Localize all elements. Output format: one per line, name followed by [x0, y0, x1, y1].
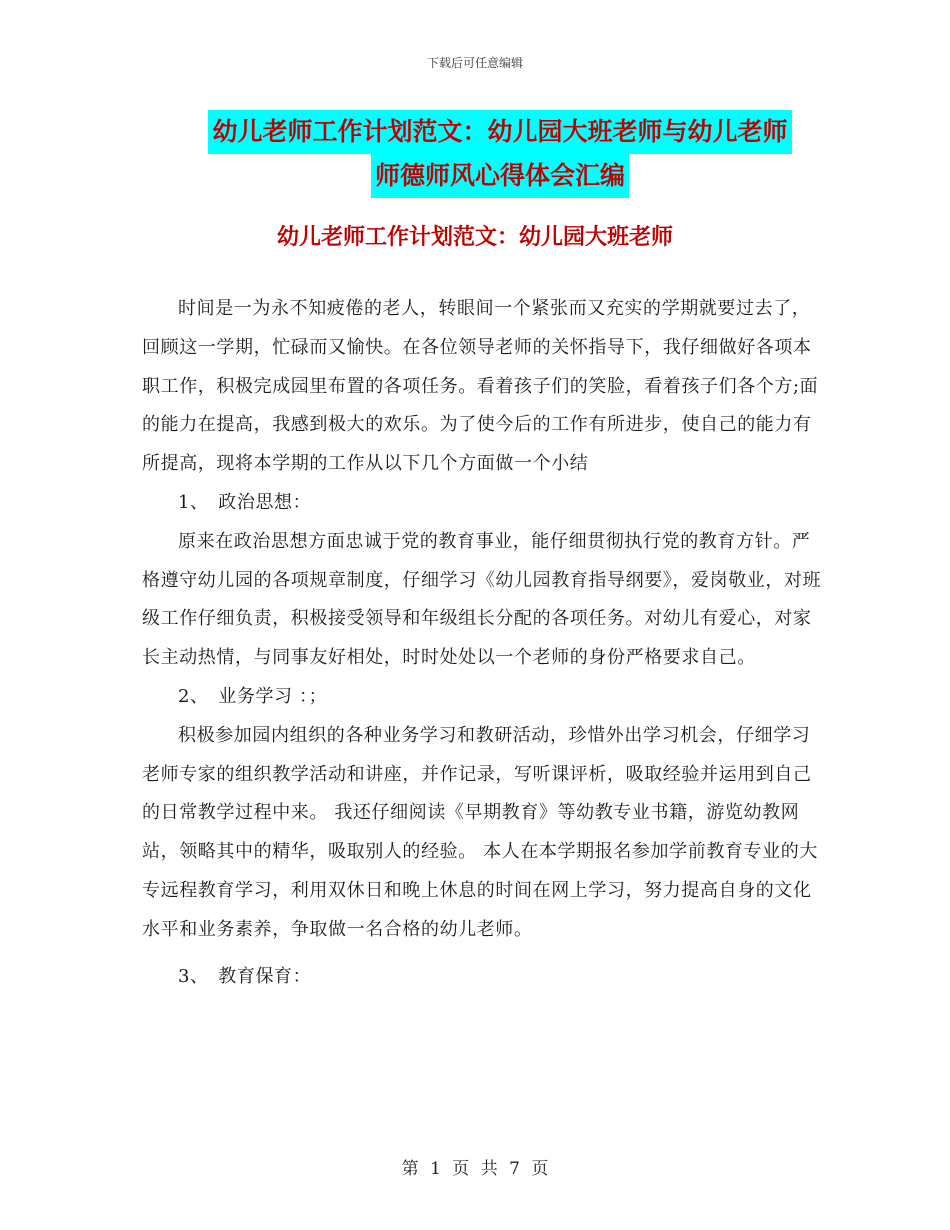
section-title: 幼儿老师工作计划范文：幼儿园大班老师 [276, 225, 673, 250]
header-note: 下载后可任意编辑 [426, 56, 523, 70]
document-title-line-1: 幼儿老师工作计划范文：幼儿园大班老师与幼儿老师 [208, 110, 791, 154]
item-heading-study: 2、 业务学习 ：； [178, 685, 328, 707]
document-title-line-2: 师德师风心得体会汇编 [371, 154, 629, 198]
paragraph-politics: 原来在政治思想方面忠诚于党的教育事业，能仔细贯彻执行党的教育方针。严格遵守幼儿园的各项规章制度，仔细学习《幼儿园教育指导纲要》，爱岗敬业，对班级工作仔细负责，积极接受领导和年级组长分配的各项任务。对幼儿有爱心，对家长主动热情，与同事友好相处，时时处处以一个老师的身份严格要求自己。 [142, 530, 822, 669]
item-heading-education: 3、 教育保育： [178, 965, 312, 987]
document-title [140, 110, 860, 198]
page-number: 第 1 页 共 7 页 [401, 1159, 549, 1179]
body-text [142, 290, 822, 996]
paragraph-intro: 时间是一为永不知疲倦的老人，转眼间一个紧张而又充实的学期就要过去了，回顾这一学期，忙碌而又愉快。在各位领导老师的关怀指导下，我仔细做好各项本职工作，积极完成园里布置的各项任务。看着孩子们的笑脸，看着孩子们各个方;面的能力在提高，我感到极大的欢乐。为了使今后的工作有所进步，使自己的能力有所提高，现将本学期的工作从以下几个方面做一个小结 [142, 298, 819, 475]
item-heading-politics: 1、 政治思想： [178, 491, 312, 513]
paragraph-study: 积极参加园内组织的各种业务学习和教研活动，珍惜外出学习机会，仔细学习老师专家的组织教学活动和讲座，并作记录，写听课评析，吸取经验并运用到自己的日常教学过程中来。 我还仔细阅读《早期教育》等幼教专业书籍，游览幼教网站，领略其中的精华，吸取别人的经验。 本人在本学期报名参加学前教育专业的大专远程教育学习，利用双休日和晚上休息的时间在网上学习，努力提高自身的文化水平和业务素养，争取做一名合格的幼儿老师。 [142, 724, 818, 940]
